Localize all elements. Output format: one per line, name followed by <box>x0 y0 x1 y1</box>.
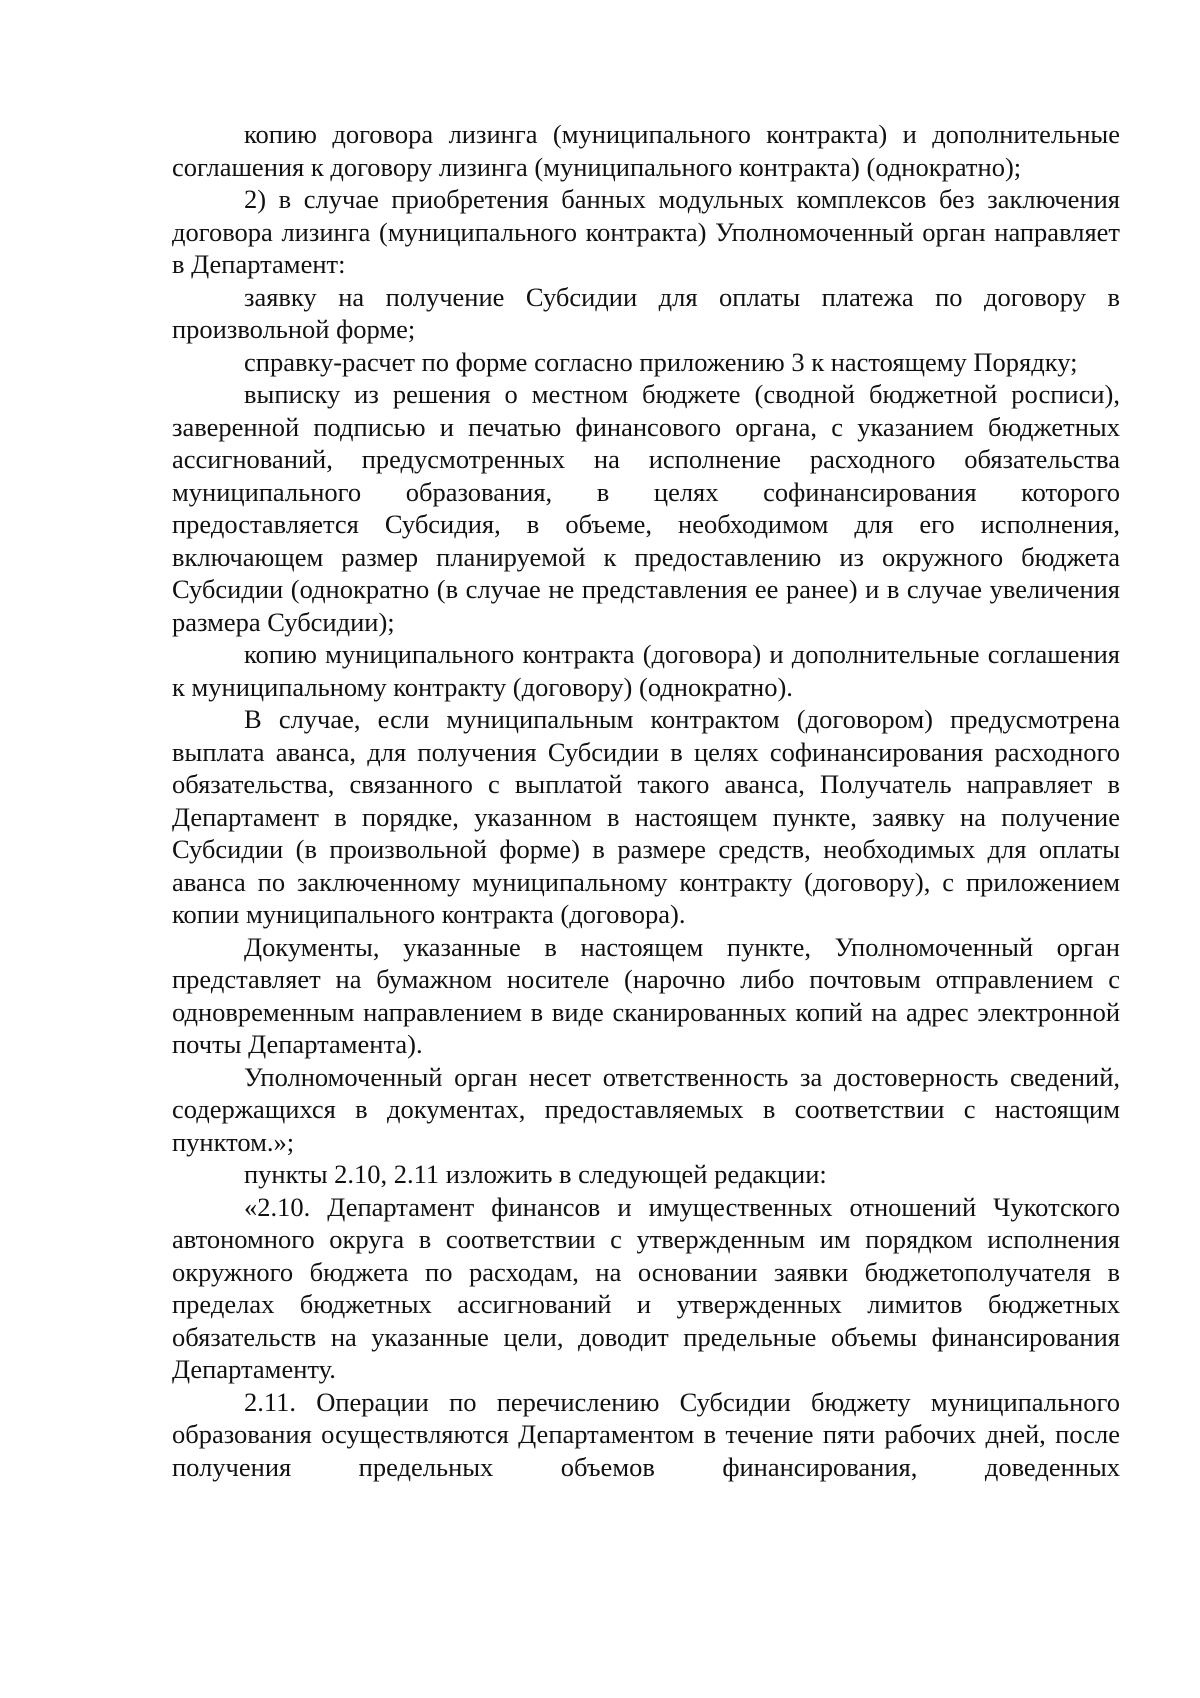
paragraph-advance-payment: В случае, если муниципальным контрактом (договором) предусмотрена выплата аванса, для получения Субсидии в целях софинансирования расходного обязательства, связанного с выплатой такого аванса, Получатель направляет в Департамент в порядке, указанном в настоящем пункте, заявку на получение Субсидии (в произвольной форме) в размере средств, необходимых для оплаты аванса по заключенному муниципальному контракту (договору), с приложением копии муниципального контракта (договора). <box>172 704 1120 929</box>
paragraph-subsidy-application: заявку на получение Субсидии для оплаты платежа по договору в произвольной форме; <box>172 281 1120 344</box>
paragraph-calculation-certificate: справку-расчет по форме согласно приложению 3 к настоящему Порядку; <box>244 346 1078 377</box>
paragraph-documents-submission: Документы, указанные в настоящем пункте, Уполномоченный орган представляет на бумажном носителе (нарочно либо почтовым отправлением с одновременным направлением в виде сканированных копий на адрес электронной почты Департамента). <box>172 931 1120 1059</box>
paragraph-budget-extract: выписку из решения о местном бюджете (сводной бюджетной росписи), заверенной подписью и печатью финансового органа, с указанием бюджетных ассигнований, предусмотренных на исполнение расходного обязательства муниципального образования, в целях софинансирования которого предоставляется Субсидия, в объеме, необходимом для его исполнения, включающем размер планируемой к предоставлению из окружного бюджета Субсидии (однократно (в случае не представления ее ранее) и в случае увеличения размера Субсидии); <box>172 379 1120 637</box>
paragraph-amendment-intro: пункты 2.10, 2.11 изложить в следующей редакции: <box>244 1159 827 1189</box>
paragraph-clause-2-11: 2.11. Операции по перечислению Субсидии бюджету муниципального образования осуществляются Департаментом в течение пяти рабочих дней, после получения предельных объемов финансирования, доведенных <box>172 1386 1120 1482</box>
document-body <box>172 118 1120 1483</box>
paragraph-lease-contract-copy: копию договора лизинга (муниципального контракта) и дополнительные соглашения к договору лизинга (муниципального контракта) (однократно); <box>172 119 1120 182</box>
paragraph-municipal-contract-copy: копию муниципального контракта (договора) и дополнительные соглашения к муниципальному контракту (договору) (однократно). <box>172 639 1120 702</box>
paragraph-responsibility: Уполномоченный орган несет ответственность за достоверность сведений, содержащихся в документах, предоставляемых в соответствии с настоящим пунктом.»; <box>172 1061 1120 1157</box>
paragraph-item-2-intro: 2) в случае приобретения банных модульных комплексов без заключения договора лизинга (муниципального контракта) Уполномоченный орган направляет в Департамент: <box>172 184 1120 279</box>
paragraph-clause-2-10: «2.10. Департамент финансов и имущественных отношений Чукотского автономного округа в соответствии с утвержденным им порядком исполнения окружного бюджета по расходам, на основании заявки бюджетополучателя в пределах бюджетных ассигнований и утвержденных лимитов бюджетных обязательств на указанные цели, доводит предельные объемы финансирования Департаменту. <box>172 1191 1120 1384</box>
